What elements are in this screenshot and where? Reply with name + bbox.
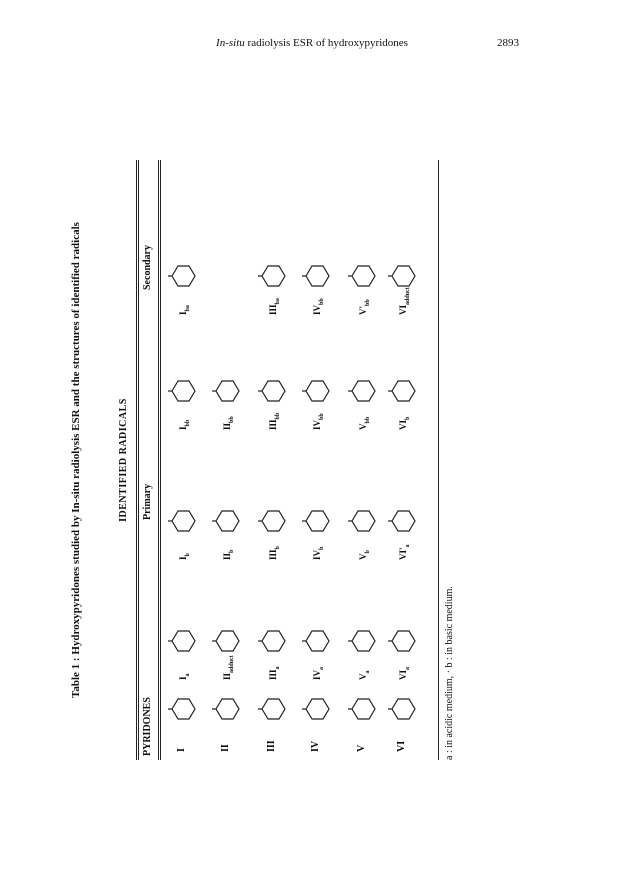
radical-label <box>358 299 371 315</box>
radical-structure <box>388 626 418 656</box>
radical-structure <box>168 376 198 406</box>
radical-label <box>268 666 281 680</box>
radical-structure <box>168 626 198 656</box>
radical-label <box>268 298 281 315</box>
radical-structure <box>212 506 242 536</box>
top-rule <box>136 160 139 760</box>
row-roman-label: II <box>220 744 231 752</box>
radical-label-main: IV <box>312 669 322 680</box>
radical-label-sub: a <box>318 666 325 670</box>
radical-label-sub: ba <box>274 298 281 305</box>
radical-label-sub: b <box>404 416 411 420</box>
radical-label <box>398 667 411 680</box>
group-header: IDENTIFIED RADICALS <box>118 398 129 522</box>
radical-structure <box>258 376 288 406</box>
radical-label <box>178 673 191 680</box>
radical-label <box>358 550 371 560</box>
radical-label-main: V <box>358 673 368 680</box>
radical-label-main: V <box>358 423 368 430</box>
radical-structure <box>258 261 288 291</box>
pyridone-structure <box>258 694 288 724</box>
radical-label <box>312 547 325 560</box>
page-header-title <box>0 37 624 49</box>
radical-label <box>312 667 325 680</box>
header-italic: In-situ <box>216 37 245 49</box>
radical-structure <box>348 506 378 536</box>
radical-label-sub: a <box>404 544 411 548</box>
radical-label-main: VI' <box>398 547 408 560</box>
radical-structure <box>168 261 198 291</box>
radical-label <box>268 413 281 430</box>
radical-label-sub: bb <box>364 416 371 424</box>
radical-label-main: IV <box>312 419 322 430</box>
radical-label-sub: adduct <box>228 655 235 673</box>
radical-structure <box>388 376 418 406</box>
bottom-rule <box>438 160 439 760</box>
radical-label-sub: a <box>404 666 411 670</box>
radical-structure <box>388 261 418 291</box>
row-roman-label: IV <box>310 740 321 752</box>
radical-label-main: IV <box>312 549 322 560</box>
radical-label-main: V <box>358 553 368 560</box>
radical-structure <box>258 626 288 656</box>
radical-label-sub: bb <box>228 416 235 423</box>
radical-structure <box>302 506 332 536</box>
col-pyridones: PYRIDONES <box>142 697 153 756</box>
radical-label-main: VI <box>398 419 408 430</box>
radical-structure <box>212 626 242 656</box>
radical-label <box>398 287 411 315</box>
radical-structure <box>348 376 378 406</box>
radical-label <box>222 550 235 560</box>
radical-label-sub: adduct <box>404 287 411 305</box>
radical-structure <box>302 626 332 656</box>
radical-label-main: I <box>178 311 188 315</box>
radical-label-sub: a <box>184 673 191 677</box>
row-roman-label: I <box>176 748 187 752</box>
radical-structure <box>168 506 198 536</box>
radical-label-main: III <box>268 419 278 430</box>
radical-label-sub: b <box>274 546 281 550</box>
radical-structure <box>302 376 332 406</box>
header-rest: radiolysis ESR of hydroxypyridones <box>244 37 408 49</box>
radical-label-main: V' <box>358 306 368 315</box>
radical-structure <box>388 506 418 536</box>
radical-label-main: III <box>268 549 278 560</box>
radical-label <box>178 553 191 560</box>
radical-label-main: I <box>178 426 188 430</box>
radical-label-sub: b <box>318 546 325 550</box>
radical-label <box>398 417 411 430</box>
radical-label-sub: bb <box>184 419 191 427</box>
radical-structure <box>212 376 242 406</box>
pyridone-structure <box>212 694 242 724</box>
row-roman-label: VI <box>396 740 407 752</box>
row-roman-label: V <box>356 744 367 752</box>
header-rule <box>158 160 161 760</box>
col-primary: Primary <box>142 483 153 520</box>
table-footnote: a : in acidic medium, · b : in basic medium. <box>444 586 455 760</box>
radical-label-main: VI <box>398 669 408 680</box>
radical-label-sub: bb <box>274 412 281 420</box>
radical-label-sub: ba <box>184 305 191 312</box>
radical-structure <box>258 506 288 536</box>
radical-label <box>268 546 281 560</box>
radical-label-main: III <box>268 304 278 315</box>
radical-label-sub: b <box>228 549 235 553</box>
radical-label <box>358 671 371 681</box>
radical-label-sub: a <box>274 666 281 670</box>
radical-structure <box>302 261 332 291</box>
col-secondary: Secondary <box>142 245 153 290</box>
radical-structure <box>348 261 378 291</box>
radical-label <box>222 655 235 680</box>
radical-label-main: I <box>178 676 188 680</box>
radical-label-sub: b <box>184 553 191 557</box>
radical-label-main: II <box>222 422 232 430</box>
radical-label <box>398 544 411 560</box>
page-number: 2893 <box>497 37 519 49</box>
pyridone-structure <box>302 694 332 724</box>
radical-label-sub: bb <box>318 298 325 305</box>
radical-structure <box>348 626 378 656</box>
table-caption: Table 1 : Hydroxypyridones studied by In-situ radiolysis ESR and the structures of identified radicals <box>70 222 82 698</box>
radical-label <box>312 298 325 315</box>
radical-label-sub: bb <box>318 413 325 420</box>
radical-label <box>178 420 191 430</box>
pyridone-structure <box>348 694 378 724</box>
radical-label <box>222 416 235 430</box>
radical-label-main: II <box>222 672 232 680</box>
radical-label-main: IV <box>312 304 322 315</box>
pyridone-structure <box>168 694 198 724</box>
radical-label <box>178 305 191 315</box>
radical-label-sub: bb <box>364 299 371 306</box>
radical-label-sub: a <box>364 670 371 674</box>
pyridone-structure <box>388 694 418 724</box>
radical-label-main: II <box>222 552 232 560</box>
radical-label-main: VI <box>398 304 408 315</box>
radical-label-main: III <box>268 669 278 680</box>
radical-label <box>312 413 325 430</box>
row-roman-label: III <box>266 740 277 752</box>
radical-label-sub: b <box>364 550 371 554</box>
rotated-table <box>70 160 460 760</box>
radical-label-main: I <box>178 556 188 560</box>
radical-label <box>358 417 371 430</box>
